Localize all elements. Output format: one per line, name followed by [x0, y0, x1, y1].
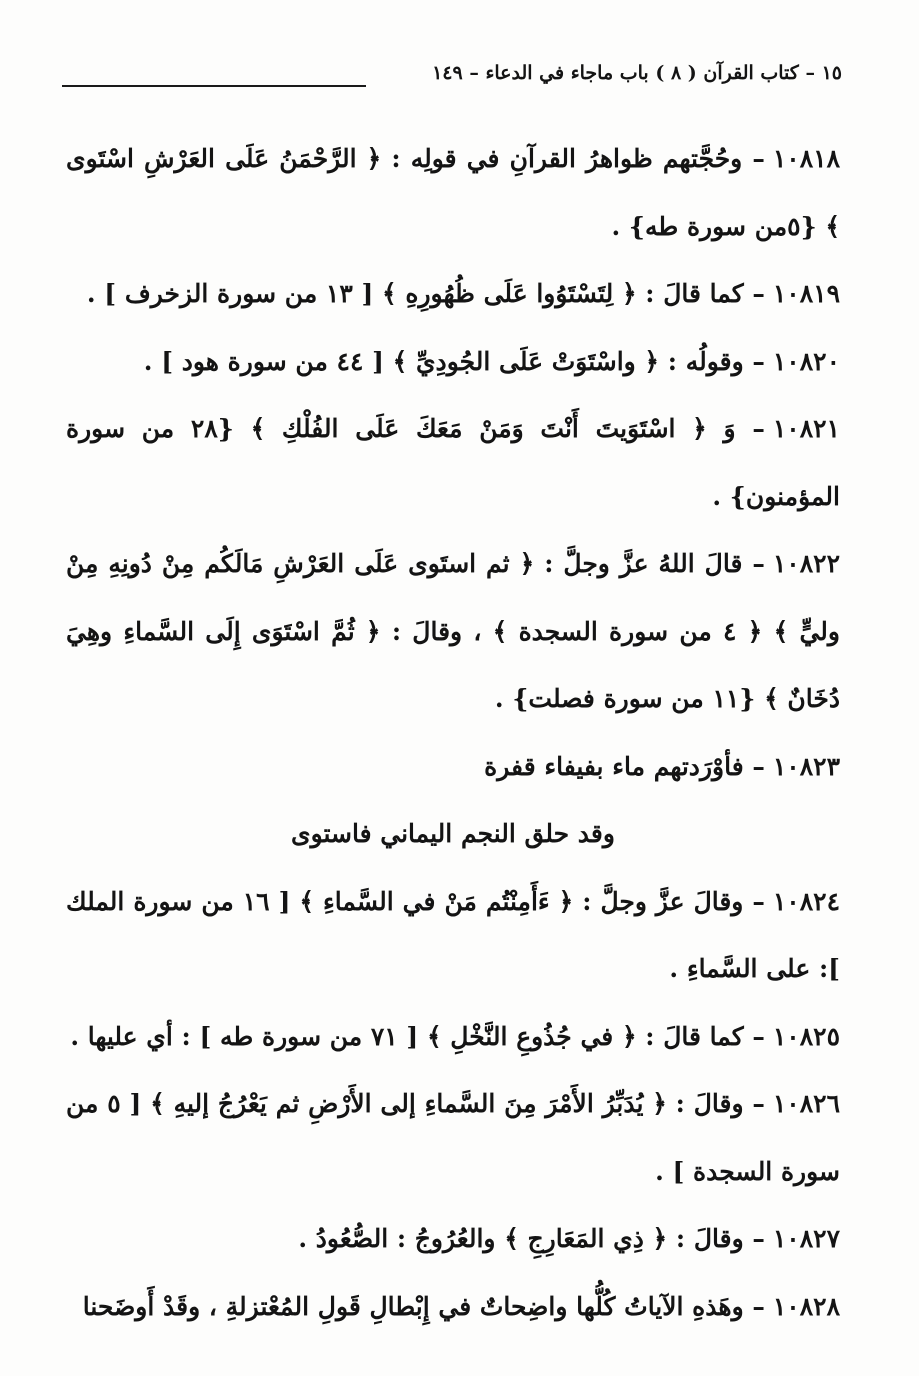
- paragraph-number: ١٠٨٢٨: [772, 1291, 840, 1321]
- paragraph-number: ١٠٨٢٦: [772, 1089, 840, 1118]
- paragraph-text: – وهَذهِ الآياتُ كُلُّها واضِحاتٌ في إِبْطالِ قَولِ المُعْتزلةِ ، وقَدْ أَوضَحنا: [82, 1291, 765, 1321]
- paragraph-10824: [66, 868, 840, 1003]
- paragraph-number: ١٠٨٢٧: [772, 1224, 840, 1253]
- paragraph-number: ١٠٨٢٥: [772, 1021, 840, 1051]
- paragraph-text: – كما قالَ : ﴿ في جُذُوعِ النَّخْلِ ﴾ [ ٧١ من سورة طه ] : أي عليها .: [70, 1021, 765, 1051]
- verse-line: [66, 800, 840, 868]
- paragraph-number: ١٠٨٢٢: [772, 549, 840, 578]
- header-rule: [62, 85, 366, 87]
- paragraph-number: ١٠٨٢٣: [772, 751, 840, 781]
- paragraph-text: – وقالَ : ﴿ يُدَبِّرُ الأَمْرَ مِنَ السَّماءِ إلى الأَرْضِ ثم يَعْرُجُ إليهِ ﴾ [ ٥ من سورة السجدة ] .: [66, 1089, 840, 1186]
- paragraph-text: – وقولُه : ﴿ واسْتَوَتْ عَلَى الجُودِيِّ ﴾ [ ٤٤ من سورة هود ] .: [143, 346, 765, 376]
- paragraph-10828: [66, 1273, 840, 1341]
- paragraph-number: ١٠٨١٨: [772, 144, 840, 173]
- paragraph-10825: [66, 1003, 840, 1071]
- paragraph-text: وقد حلق النجم اليماني فاستوى: [291, 819, 615, 848]
- running-head: [62, 62, 842, 98]
- paragraph-10820: [66, 328, 840, 396]
- paragraph-10821: [66, 395, 840, 530]
- paragraph-text: – وحُجَّتهم ظواهرُ القرآنِ في قولِه : ﴿ الرَّحْمَنُ عَلَى العَرْشِ اسْتَوى ﴾ {٥من سورة طه} .: [66, 144, 840, 241]
- paragraph-number: ١٠٨٢١: [772, 414, 840, 443]
- paragraph-text: – كما قالَ : ﴿ لِتَسْتَوُوا عَلَى ظُهُورِهِ ﴾ [ ١٣ من سورة الزخرف ] .: [86, 279, 765, 308]
- body-text: [66, 125, 840, 1340]
- paragraph-10826: [66, 1070, 840, 1205]
- paragraph-10827: [66, 1205, 840, 1273]
- paragraph-number: ١٠٨٢٤: [772, 886, 840, 916]
- paragraph-text: – قالَ اللهُ عزَّ وجلَّ : ﴿ ثم استَوى عَلَى العَرْشِ مَالَكُم مِنْ دُونِهِ مِنْ وليٍّ ﴾ ﴿ ٤ من سورة السجدة ﴾ ، وقالَ : ﴿ ثُمَّ اسْتَوَى إِلَى السَّماءِ وهِيَ دُخَانٌ ﴾ {١١ من سورة فصلت} .: [66, 549, 840, 713]
- paragraph-10822: [66, 530, 840, 733]
- paragraph-text: – فأوْرَدتهم ماء بفيفاء قفرة: [484, 751, 765, 781]
- paragraph-text: – وقالَ عزَّ وجلَّ : ﴿ ءَأَمِنْتُم مَنْ في السَّماءِ ﴾ [ ١٦ من سورة الملك ]: على السَّماءِ .: [66, 886, 840, 983]
- paragraph-number: ١٠٨١٩: [772, 279, 840, 308]
- paragraph-10818: [66, 125, 840, 260]
- paragraph-number: ١٠٨٢٠: [772, 346, 840, 376]
- paragraph-text: – وقالَ : ﴿ ذِي المَعَارِجِ ﴾ والعُرُوجُ : الصُّعُودُ .: [298, 1224, 765, 1253]
- running-head-text: ١٥ – كتاب القرآن ( ٨ ) باب ماجاء في الدعاء – ١٤٩: [432, 62, 842, 84]
- paragraph-text: – وَ ﴿ اسْتَوَيتَ أَنْتَ وَمَنْ مَعَكَ عَلَى الفُلْكِ ﴾ {٢٨ من سورة المؤمنون} .: [66, 414, 840, 511]
- paragraph-10819: [66, 260, 840, 328]
- paragraph-10823: [66, 733, 840, 801]
